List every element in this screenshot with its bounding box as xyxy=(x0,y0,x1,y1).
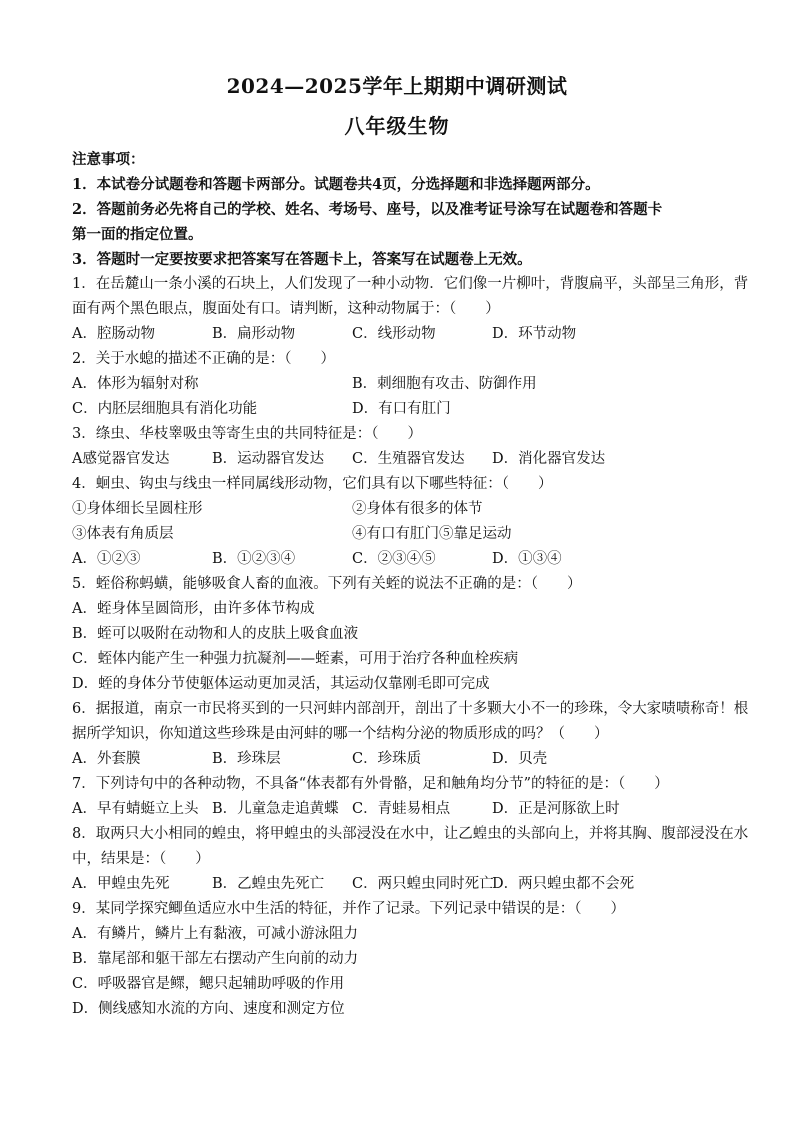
question-8-stem: 8．取两只大小相同的蝗虫，将甲蝗虫的头部浸没在水中，让乙蝗虫的头部向上，并将其胸、腹部浸没在水 xyxy=(72,826,749,842)
option-c: C．两只蝗虫同时死亡 xyxy=(352,876,494,892)
feature-item: ①身体细长呈圆柱形 xyxy=(72,501,203,517)
option-b: B．靠尾部和躯干部左右摆动产生向前的动力 xyxy=(72,951,359,967)
option-d: D．消化器官发达 xyxy=(492,451,606,467)
question-7-stem: 7．下列诗句中的各种动物，不具备“体表都有外骨骼，足和触角均分节”的特征的是：（ ） xyxy=(72,776,669,792)
option-a: A感觉器官发达 xyxy=(72,451,170,467)
question-1-stem: 面有两个黑色眼点，腹面处有口。请判断，这种动物属于：（ ） xyxy=(72,301,500,317)
question-6-stem: 据所学知识，你知道这些珍珠是由河蚌的哪一个结构分泌的物质形成的吗？（ ） xyxy=(72,726,609,742)
option-a: A．有鳞片，鳞片上有黏液，可减小游泳阻力 xyxy=(72,926,358,942)
question-2-stem: 2．关于水螅的描述不正确的是：（ ） xyxy=(72,351,335,367)
question-3-options xyxy=(72,447,732,472)
option-c: C．生殖器官发达 xyxy=(352,451,465,467)
question-9-stem: 9．某同学探究鲫鱼适应水中生活的特征，并作了记录。下列记录中错误的是：（ ） xyxy=(72,901,625,917)
question-8-stem: 中，结果是：（ ） xyxy=(72,851,210,867)
feature-item: ④有口有肛门⑤靠足运动 xyxy=(352,526,512,542)
question-4-options xyxy=(72,547,732,572)
question-2-options-row2 xyxy=(72,397,732,422)
question-2-options-row1 xyxy=(72,372,732,397)
option-b: B．①②③④ xyxy=(212,551,296,567)
option-c: C．珍珠质 xyxy=(352,751,422,767)
option-b: B．刺细胞有攻击、防御作用 xyxy=(352,376,537,392)
option-b: B．乙蝗虫先死亡 xyxy=(212,876,325,892)
option-d: D．有口有肛门 xyxy=(352,401,451,417)
option-a: A．①②③ xyxy=(72,551,141,567)
notice-item: 第一面的指定位置。 xyxy=(72,226,203,243)
option-c: C．青蛙易相点 xyxy=(352,801,451,817)
option-c: C．呼吸器官是鳏，鳃只起辅助呼吸的作用 xyxy=(72,976,345,992)
option-b: B．儿童急走追黄蝶 xyxy=(212,801,339,817)
notice-item: 2．答题前务必先将自己的学校、姓名、考场号、座号，以及准考证号涂写在试题卷和答题卡 xyxy=(72,201,663,218)
question-4-features-row1 xyxy=(72,497,732,522)
question-6-options xyxy=(72,747,732,772)
option-d: D．贝壳 xyxy=(492,751,548,767)
question-1-stem: 1．在岳麓山一条小溪的石块上，人们发现了一种小动物．它们像一片柳叶，背腹扁平，头部呈三角形，背 xyxy=(72,276,749,292)
option-c: C．内胚层细胞具有消化功能 xyxy=(72,401,258,417)
exam-subtitle: 八年级生物 xyxy=(344,114,450,138)
option-a: A．体形为辐射对称 xyxy=(72,376,199,392)
question-8-options xyxy=(72,872,732,897)
question-7-options xyxy=(72,797,732,822)
exam-content xyxy=(72,147,749,1022)
question-4-stem: 4．蛔虫、钩虫与线虫一样同属线形动物，它们具有以下哪些特征：（ ） xyxy=(72,476,553,492)
question-5-stem: 5．蛭俗称蚂蟥，能够吸食人畜的血液。下列有关蛭的说法不正确的是：（ ） xyxy=(72,576,582,592)
option-c: C．线形动物 xyxy=(352,326,436,342)
option-d: D．侧线感知水流的方向、速度和测定方位 xyxy=(72,1001,345,1017)
option-a: A．早有蜻蜓立上头 xyxy=(72,801,199,817)
notice-item: 3．答题时一定要按要求把答案写在答题卡上，答案写在试题卷上无效。 xyxy=(72,251,532,268)
option-d: D．蛭的身体分节使躯体运动更加灵活，其运动仅靠刚毛即可完成 xyxy=(72,676,490,692)
notice-heading: 注意事项： xyxy=(72,151,145,168)
option-b: B．扁形动物 xyxy=(212,326,296,342)
option-b: B．珍珠层 xyxy=(212,751,281,767)
option-c: C．②③④⑤ xyxy=(352,551,436,567)
question-6-stem: 6．据报道，南京一市民将买到的一只河蚌内部剖开，剖出了十多颗大小不一的珍珠，令大家啧啧称奇！根 xyxy=(72,701,749,717)
feature-item: ②身体有很多的体节 xyxy=(352,501,483,517)
option-d: D．环节动物 xyxy=(492,326,577,342)
exam-title: 2024—2025学年上期期中调研测试 xyxy=(226,74,568,98)
option-a: A．蛭身体呈圆筒形，由许多体节构成 xyxy=(72,601,315,617)
option-d: D．正是河豚欲上时 xyxy=(492,801,620,817)
question-3-stem: 3．绦虫、华枝睾吸虫等寄生虫的共同特征是：（ ） xyxy=(72,426,422,442)
option-a: A．腔肠动物 xyxy=(72,326,155,342)
option-d: D．两只蝗虫都不会死 xyxy=(492,876,635,892)
option-d: D．①③④ xyxy=(492,551,562,567)
option-a: A．甲蝗虫先死 xyxy=(72,876,170,892)
option-c: C．蛭体内能产生一种强力抗凝剂——蛭素，可用于治疗各种血栓疾病 xyxy=(72,651,519,667)
option-a: A．外套膜 xyxy=(72,751,141,767)
option-b: B．蛭可以吸附在动物和人的皮肤上吸食血液 xyxy=(72,626,359,642)
feature-item: ③体表有角质层 xyxy=(72,526,174,542)
option-b: B．运动器官发达 xyxy=(212,451,325,467)
question-4-features-row2 xyxy=(72,522,732,547)
notice-item: 1．本试卷分试题卷和答题卡两部分。试题卷共4页，分选择题和非选择题两部分。 xyxy=(72,176,600,193)
question-1-options xyxy=(72,322,732,347)
